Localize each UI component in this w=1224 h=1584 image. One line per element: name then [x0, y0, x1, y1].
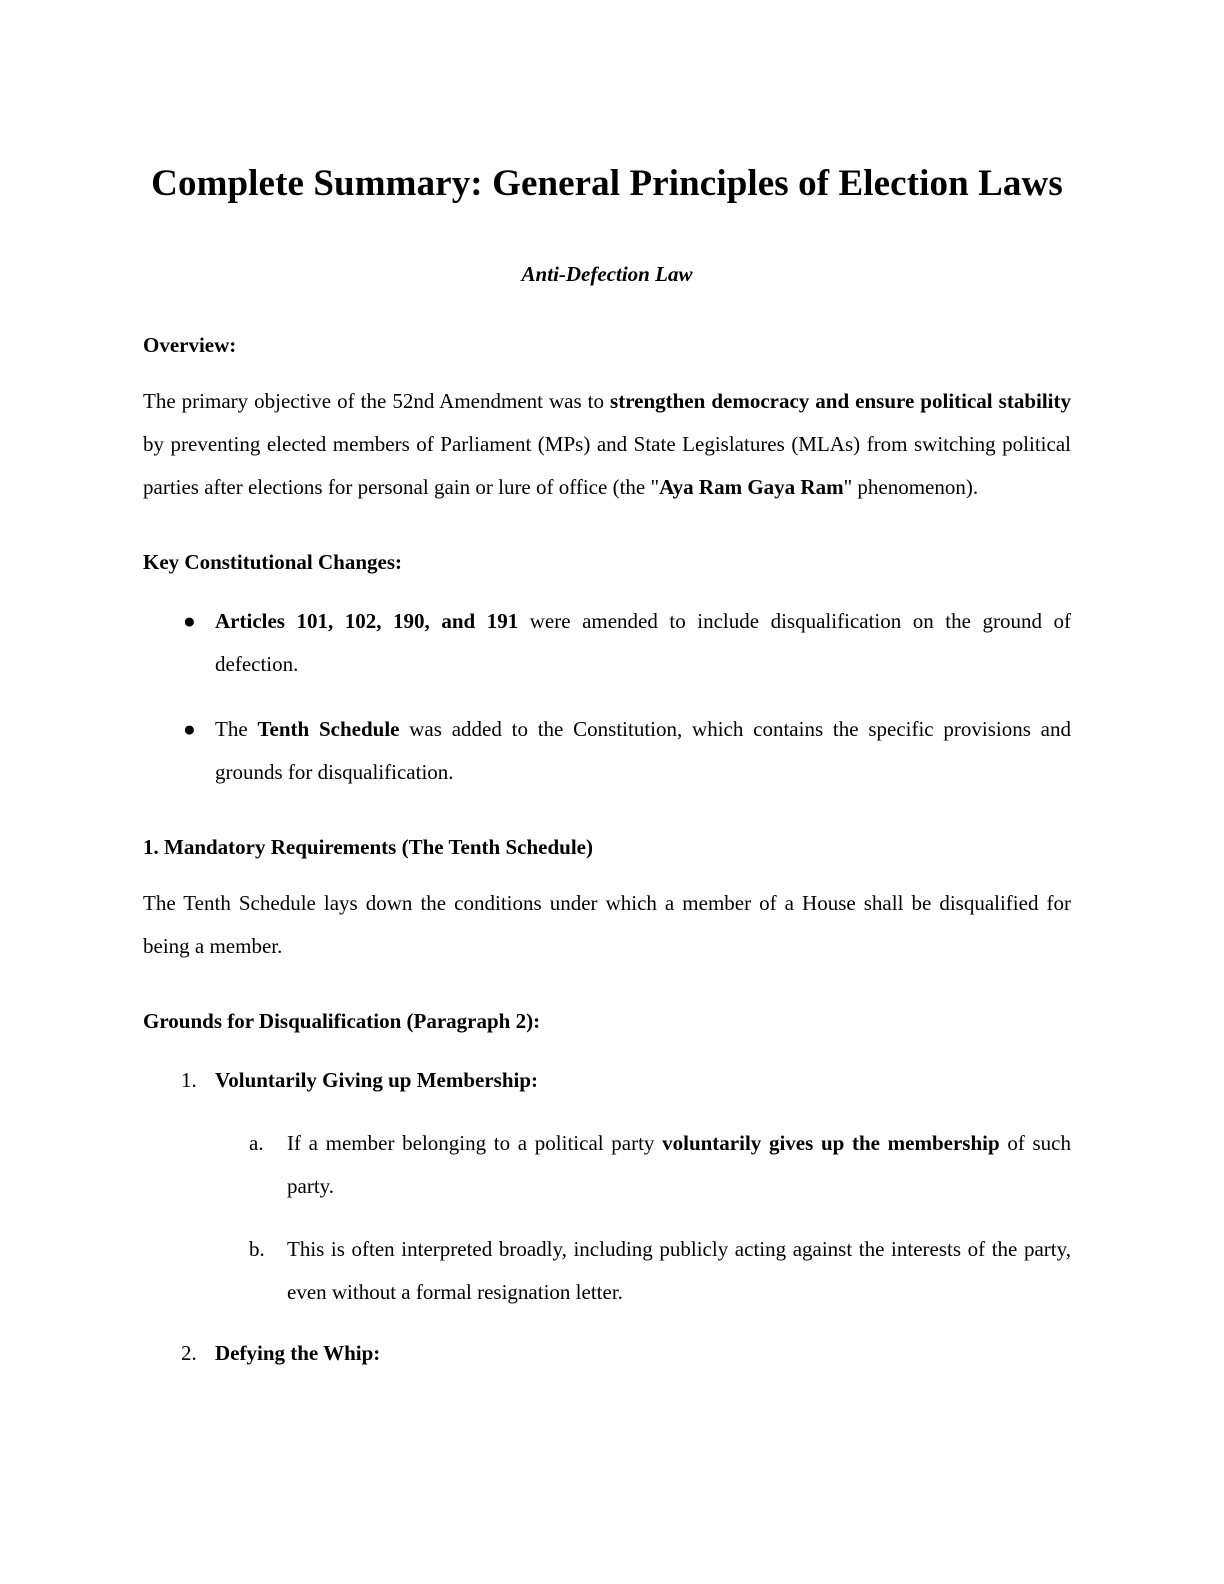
list-item-bold-mid: Tenth Schedule	[257, 716, 400, 741]
heading-grounds-for-disqualification: Grounds for Disqualification (Paragraph 2):	[143, 1009, 541, 1034]
list-item-text	[287, 1228, 1071, 1314]
mandatory-requirements-paragraph: The Tenth Schedule lays down the conditions under which a member of a House shall be disqualified for being a member.	[143, 891, 1071, 959]
list-item-number: 1.	[181, 1067, 197, 1092]
sublist-bold-1: voluntarily gives up the membership	[662, 1130, 1000, 1155]
list-item	[143, 1332, 1071, 1375]
list-item	[143, 1059, 1071, 1314]
list-item-title: Defying the Whip:	[215, 1341, 381, 1366]
bullet-icon: ●	[183, 716, 196, 741]
overview-text-part3: " phenomenon).	[843, 475, 979, 500]
key-changes-list	[143, 600, 1071, 794]
sublist-text-part1: This is often interpreted broadly, including publicly acting against the interests of the party, even without a formal resignation letter.	[287, 1237, 1071, 1305]
grounds-sublist	[215, 1122, 1071, 1314]
sublist-text-part1: If a member belonging to a political party	[287, 1130, 663, 1155]
list-item-rest: was added to the Constitution, which contains the specific provisions and grounds for disqualification.	[215, 716, 1072, 784]
list-item	[143, 708, 1071, 794]
list-item	[143, 600, 1071, 686]
list-item-text	[215, 708, 1071, 794]
grounds-list	[143, 1059, 1071, 1375]
overview-text-part2: by preventing elected members of Parliament (MPs) and State Legislatures (MLAs) from switching political parties after elections for personal gain or lure of office (the "	[143, 432, 1071, 500]
bullet-icon: ●	[183, 608, 196, 633]
sublist-text-part2: of such party.	[287, 1130, 1071, 1198]
page-title: Complete Summary: General Principles of Election Laws	[151, 163, 1063, 204]
document-subtitle: Anti-Defection Law	[521, 262, 693, 287]
overview-paragraph	[143, 380, 1071, 509]
overview-bold-2: Aya Ram Gaya Ram	[659, 475, 844, 500]
list-item-text	[215, 600, 1071, 686]
list-item	[215, 1228, 1071, 1314]
list-item-text	[287, 1122, 1071, 1208]
overview-bold-1: strengthen democracy and ensure political stability	[610, 389, 1071, 414]
heading-mandatory-requirements: 1. Mandatory Requirements (The Tenth Schedule)	[143, 834, 593, 859]
list-item-lead: The	[215, 716, 258, 741]
list-item-letter: b.	[249, 1237, 265, 1262]
overview-text-part1: The primary objective of the 52nd Amendment was to	[143, 389, 611, 414]
list-item-letter: a.	[249, 1130, 264, 1155]
list-item	[215, 1122, 1071, 1208]
list-item-rest: were amended to include disqualification on the ground of defection.	[215, 608, 1071, 676]
document-content	[143, 148, 1071, 1393]
list-item-number: 2.	[181, 1341, 197, 1366]
heading-overview: Overview:	[143, 332, 237, 357]
list-item-bold-lead: Articles 101, 102, 190, and 191	[215, 608, 519, 633]
heading-key-constitutional-changes: Key Constitutional Changes:	[143, 550, 403, 575]
list-item-title: Voluntarily Giving up Membership:	[215, 1067, 539, 1092]
